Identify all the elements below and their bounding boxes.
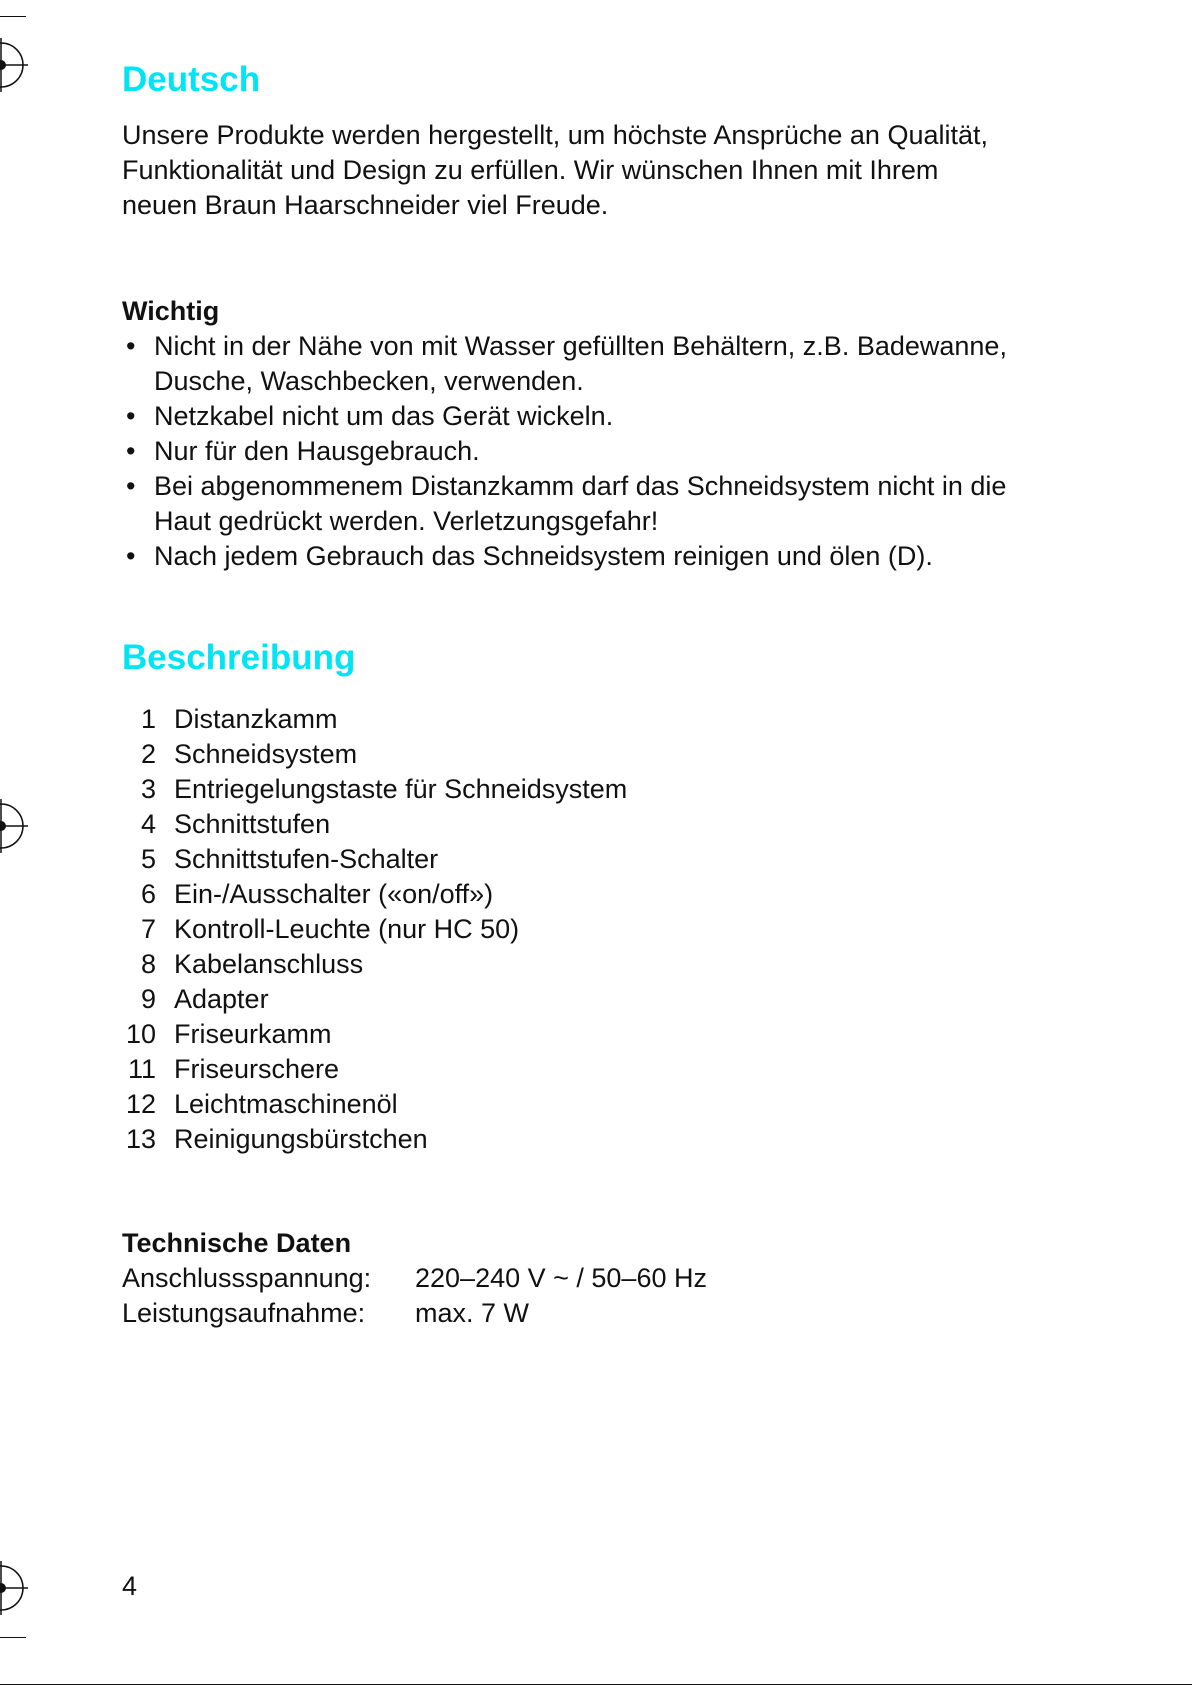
part-row: 13 Reinigungsbürstchen [125, 1124, 428, 1154]
bullet-icon: • [126, 471, 136, 501]
page-number: 4 [122, 1571, 138, 1601]
part-row: 6 Ein-/Ausschalter («on/off») [140, 879, 494, 909]
part-row: 9 Adapter [140, 984, 269, 1014]
important-list [122, 329, 1122, 574]
important-item: • Nach jedem Gebrauch das Schneidsystem reinigen und ölen (D). [122, 539, 1122, 574]
bullet-icon: • [126, 541, 136, 571]
part-row: 3 Entriegelungstaste für Schneidsystem [140, 774, 628, 804]
important-item: • Nur für den Hausgebrauch. [122, 434, 1122, 469]
important-item: • Netzkabel nicht um das Gerät wickeln. [122, 399, 1122, 434]
intro-line: Unsere Produkte werden hergestellt, um höchste Ansprüche an Qualität, [122, 120, 988, 150]
part-row: 7 Kontroll-Leuchte (nur HC 50) [140, 914, 520, 944]
content-column [122, 58, 1122, 1331]
intro-line: neuen Braun Haarschneider viel Freude. [122, 190, 609, 220]
important-item: • Nicht in der Nähe von mit Wasser gefüllten Behältern, z.B. Badewanne, Dusche, Waschbecken, verwenden. [126, 331, 1007, 396]
bullet-icon: • [126, 401, 136, 431]
tech-row-power [122, 1296, 1122, 1331]
registration-mark-bottom [0, 1561, 28, 1615]
registration-mark-middle [0, 799, 28, 853]
part-row: 8 Kabelanschluss [140, 949, 364, 979]
registration-mark-top [0, 38, 28, 92]
tech-label: Anschlussspannung: [122, 1263, 372, 1293]
tech-row-voltage [122, 1261, 1122, 1296]
intro-line: Funktionalität und Design zu erfüllen. Wir wünschen Ihnen mit Ihrem [122, 155, 939, 185]
part-row: 10 Friseurkamm [125, 1019, 332, 1049]
part-row: 11 Friseurschere [127, 1054, 340, 1084]
heading-beschreibung: Beschreibung [122, 638, 356, 677]
intro-paragraph [122, 118, 1122, 223]
tech-value: 220–240 V ~ / 50–60 Hz [415, 1263, 707, 1293]
part-row: 5 Schnittstufen-Schalter [140, 844, 439, 874]
tech-label: Leistungsaufnahme: [122, 1298, 366, 1328]
part-row: 2 Schneidsystem [140, 739, 358, 769]
part-row: 12 Leichtmaschinenöl [125, 1089, 398, 1119]
heading-deutsch: Deutsch [122, 60, 261, 99]
part-row: 4 Schnittstufen [140, 809, 331, 839]
crop-line-top [0, 16, 26, 17]
tech-value: max. 7 W [415, 1298, 530, 1328]
heading-wichtig: Wichtig [122, 296, 220, 326]
bullet-icon: • [126, 436, 136, 466]
heading-technische-daten: Technische Daten [122, 1228, 352, 1258]
important-item: • Bei abgenommenem Distanzkamm darf das Schneidsystem nicht in die Haut gedrückt werden. Verletzungsgefahr! [126, 471, 1007, 536]
part-row: 1 Distanzkamm [140, 704, 338, 734]
crop-line-bottom [0, 1637, 26, 1638]
bullet-icon: • [126, 331, 136, 361]
parts-list [122, 702, 1122, 1157]
